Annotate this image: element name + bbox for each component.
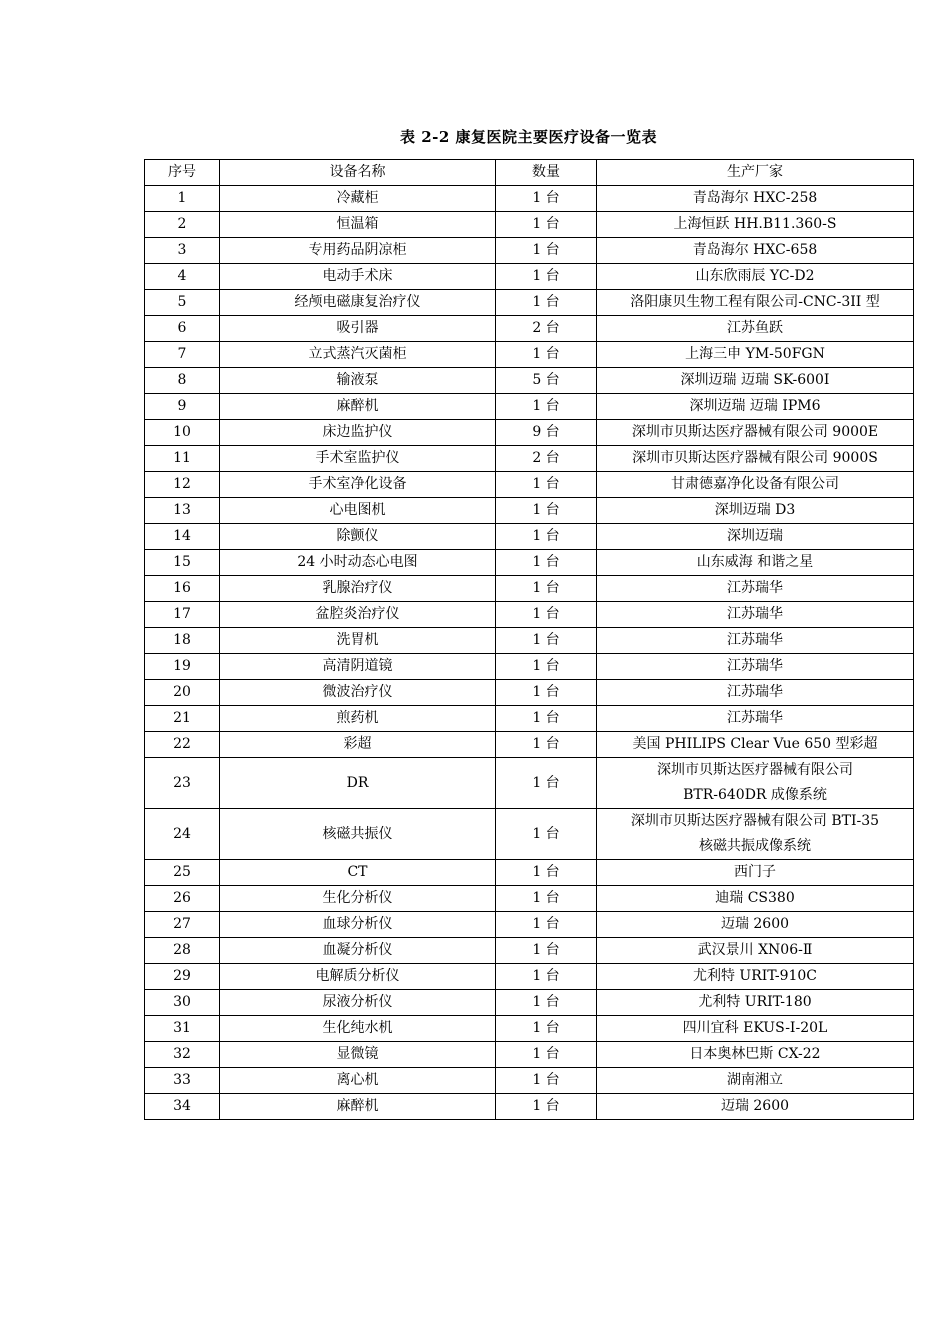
cell-manufacturer: 江苏瑞华 [597, 602, 914, 628]
cell-serial-no: 8 [145, 368, 220, 394]
cell-serial-no: 20 [145, 680, 220, 706]
cell-serial-no: 6 [145, 316, 220, 342]
table-row [145, 394, 914, 420]
table-row [145, 1042, 914, 1068]
cell-serial-no: 25 [145, 860, 220, 886]
table-row [145, 212, 914, 238]
cell-quantity: 1 台 [496, 732, 597, 758]
cell-serial-no: 21 [145, 706, 220, 732]
cell-equipment-name: 手术室监护仪 [220, 446, 496, 472]
cell-quantity: 9 台 [496, 420, 597, 446]
cell-quantity: 1 台 [496, 628, 597, 654]
cell-manufacturer: 青岛海尔 HXC-258 [597, 186, 914, 212]
cell-manufacturer: 美国 PHILIPS Clear Vue 650 型彩超 [597, 732, 914, 758]
cell-manufacturer: 深圳迈瑞 迈瑞 SK-600I [597, 368, 914, 394]
cell-manufacturer: 迈瑞 2600 [597, 1094, 914, 1120]
header-serial-no: 序号 [145, 160, 220, 186]
cell-serial-no: 5 [145, 290, 220, 316]
cell-quantity: 1 台 [496, 576, 597, 602]
cell-serial-no: 22 [145, 732, 220, 758]
cell-manufacturer: 江苏瑞华 [597, 654, 914, 680]
cell-equipment-name: 专用药品阴凉柜 [220, 238, 496, 264]
cell-quantity: 1 台 [496, 990, 597, 1016]
table-row [145, 809, 914, 860]
table-row [145, 964, 914, 990]
cell-quantity: 1 台 [496, 758, 597, 809]
cell-serial-no: 9 [145, 394, 220, 420]
cell-equipment-name: 微波治疗仪 [220, 680, 496, 706]
cell-quantity: 1 台 [496, 524, 597, 550]
cell-manufacturer [597, 758, 914, 809]
table-row [145, 602, 914, 628]
table-row [145, 420, 914, 446]
cell-manufacturer: 山东威海 和谐之星 [597, 550, 914, 576]
table-row [145, 446, 914, 472]
cell-quantity: 1 台 [496, 550, 597, 576]
cell-quantity: 1 台 [496, 809, 597, 860]
cell-equipment-name: 彩超 [220, 732, 496, 758]
table-row [145, 654, 914, 680]
cell-serial-no: 34 [145, 1094, 220, 1120]
cell-quantity: 1 台 [496, 680, 597, 706]
cell-serial-no: 16 [145, 576, 220, 602]
cell-quantity: 1 台 [496, 264, 597, 290]
table-row [145, 860, 914, 886]
table-row [145, 524, 914, 550]
cell-equipment-name: 麻醉机 [220, 1094, 496, 1120]
cell-quantity: 1 台 [496, 886, 597, 912]
cell-manufacturer: 日本奥林巴斯 CX-22 [597, 1042, 914, 1068]
table-row [145, 706, 914, 732]
cell-serial-no: 19 [145, 654, 220, 680]
cell-quantity: 1 台 [496, 212, 597, 238]
table-row [145, 1094, 914, 1120]
table-row [145, 628, 914, 654]
cell-quantity: 5 台 [496, 368, 597, 394]
cell-serial-no: 10 [145, 420, 220, 446]
cell-equipment-name: 洗胃机 [220, 628, 496, 654]
cell-manufacturer: 四川宜科 EKUS-I-20L [597, 1016, 914, 1042]
cell-equipment-name: 高清阴道镜 [220, 654, 496, 680]
cell-serial-no: 27 [145, 912, 220, 938]
cell-equipment-name: 心电图机 [220, 498, 496, 524]
cell-manufacturer: 湖南湘立 [597, 1068, 914, 1094]
table-row [145, 990, 914, 1016]
cell-quantity: 1 台 [496, 498, 597, 524]
header-equipment-name: 设备名称 [220, 160, 496, 186]
cell-equipment-name: 麻醉机 [220, 394, 496, 420]
cell-serial-no: 30 [145, 990, 220, 1016]
cell-manufacturer: 江苏瑞华 [597, 628, 914, 654]
cell-manufacturer: 西门子 [597, 860, 914, 886]
cell-serial-no: 26 [145, 886, 220, 912]
cell-serial-no: 7 [145, 342, 220, 368]
cell-quantity: 1 台 [496, 1016, 597, 1042]
cell-manufacturer: 江苏瑞华 [597, 706, 914, 732]
manufacturer-line-2: 核磁共振成像系统 [699, 838, 811, 854]
manufacturer-line-1: 深圳市贝斯达医疗器械有限公司 [657, 762, 853, 778]
cell-serial-no: 14 [145, 524, 220, 550]
table-row [145, 498, 914, 524]
table-body [145, 186, 914, 1120]
cell-equipment-name: 生化纯水机 [220, 1016, 496, 1042]
cell-equipment-name: 手术室净化设备 [220, 472, 496, 498]
cell-equipment-name: 床边监护仪 [220, 420, 496, 446]
cell-quantity: 1 台 [496, 938, 597, 964]
table-caption: 表 2-2 康复医院主要医疗设备一览表 [399, 128, 658, 146]
cell-equipment-name: 输液泵 [220, 368, 496, 394]
cell-serial-no: 32 [145, 1042, 220, 1068]
cell-manufacturer: 深圳迈瑞 D3 [597, 498, 914, 524]
cell-manufacturer: 迈瑞 2600 [597, 912, 914, 938]
table-row [145, 938, 914, 964]
cell-quantity: 1 台 [496, 602, 597, 628]
cell-quantity: 1 台 [496, 1068, 597, 1094]
cell-manufacturer: 深圳市贝斯达医疗器械有限公司 9000E [597, 420, 914, 446]
cell-serial-no: 15 [145, 550, 220, 576]
cell-equipment-name: 经颅电磁康复治疗仪 [220, 290, 496, 316]
cell-equipment-name: 盆腔炎治疗仪 [220, 602, 496, 628]
cell-equipment-name: 乳腺治疗仪 [220, 576, 496, 602]
cell-manufacturer: 深圳迈瑞 迈瑞 IPM6 [597, 394, 914, 420]
cell-manufacturer [597, 809, 914, 860]
cell-quantity: 1 台 [496, 342, 597, 368]
table-row [145, 342, 914, 368]
cell-quantity: 1 台 [496, 964, 597, 990]
table-row [145, 758, 914, 809]
cell-manufacturer: 上海三申 YM-50FGN [597, 342, 914, 368]
cell-quantity: 1 台 [496, 1094, 597, 1120]
cell-equipment-name: 吸引器 [220, 316, 496, 342]
cell-serial-no: 23 [145, 758, 220, 809]
cell-serial-no: 3 [145, 238, 220, 264]
header-quantity: 数量 [496, 160, 597, 186]
table-row [145, 238, 914, 264]
cell-manufacturer: 深圳迈瑞 [597, 524, 914, 550]
cell-equipment-name: CT [220, 860, 496, 886]
cell-equipment-name: 离心机 [220, 1068, 496, 1094]
table-row [145, 680, 914, 706]
table-row [145, 886, 914, 912]
table-row [145, 264, 914, 290]
cell-serial-no: 11 [145, 446, 220, 472]
cell-serial-no: 12 [145, 472, 220, 498]
table-row [145, 472, 914, 498]
cell-equipment-name: 24 小时动态心电图 [220, 550, 496, 576]
cell-quantity: 1 台 [496, 860, 597, 886]
table-row [145, 1016, 914, 1042]
table-row [145, 550, 914, 576]
cell-quantity: 2 台 [496, 316, 597, 342]
table-row [145, 186, 914, 212]
cell-equipment-name: 冷藏柜 [220, 186, 496, 212]
cell-quantity: 1 台 [496, 1042, 597, 1068]
cell-equipment-name: DR [220, 758, 496, 809]
cell-quantity: 1 台 [496, 472, 597, 498]
cell-equipment-name: 电动手术床 [220, 264, 496, 290]
cell-manufacturer: 江苏鱼跃 [597, 316, 914, 342]
cell-serial-no: 2 [145, 212, 220, 238]
table-header-row [145, 160, 914, 186]
table-row [145, 316, 914, 342]
cell-serial-no: 31 [145, 1016, 220, 1042]
cell-equipment-name: 恒温箱 [220, 212, 496, 238]
manufacturer-line-1: 深圳市贝斯达医疗器械有限公司 BTI-35 [630, 813, 880, 829]
cell-serial-no: 13 [145, 498, 220, 524]
table-row [145, 732, 914, 758]
cell-serial-no: 17 [145, 602, 220, 628]
cell-equipment-name: 血球分析仪 [220, 912, 496, 938]
cell-equipment-name: 尿液分析仪 [220, 990, 496, 1016]
cell-manufacturer: 武汉景川 XN06-Ⅱ [597, 938, 914, 964]
cell-serial-no: 33 [145, 1068, 220, 1094]
cell-manufacturer: 江苏瑞华 [597, 680, 914, 706]
cell-quantity: 1 台 [496, 654, 597, 680]
cell-equipment-name: 显微镜 [220, 1042, 496, 1068]
table-row [145, 912, 914, 938]
header-manufacturer: 生产厂家 [597, 160, 914, 186]
cell-manufacturer: 洛阳康贝生物工程有限公司-CNC-3II 型 [597, 290, 914, 316]
manufacturer-line-2: BTR-640DR 成像系统 [683, 787, 827, 803]
cell-quantity: 1 台 [496, 186, 597, 212]
cell-equipment-name: 血凝分析仪 [220, 938, 496, 964]
cell-quantity: 1 台 [496, 290, 597, 316]
cell-manufacturer: 甘肃德嘉净化设备有限公司 [597, 472, 914, 498]
table-row [145, 576, 914, 602]
cell-quantity: 2 台 [496, 446, 597, 472]
cell-manufacturer: 深圳市贝斯达医疗器械有限公司 9000S [597, 446, 914, 472]
cell-equipment-name: 核磁共振仪 [220, 809, 496, 860]
cell-manufacturer: 尤利特 URIT-910C [597, 964, 914, 990]
cell-quantity: 1 台 [496, 394, 597, 420]
cell-equipment-name: 煎药机 [220, 706, 496, 732]
cell-serial-no: 1 [145, 186, 220, 212]
cell-quantity: 1 台 [496, 238, 597, 264]
cell-quantity: 1 台 [496, 912, 597, 938]
cell-equipment-name: 生化分析仪 [220, 886, 496, 912]
cell-serial-no: 28 [145, 938, 220, 964]
cell-serial-no: 29 [145, 964, 220, 990]
equipment-table [144, 159, 914, 1120]
cell-manufacturer: 山东欣雨辰 YC-D2 [597, 264, 914, 290]
cell-manufacturer: 迪瑞 CS380 [597, 886, 914, 912]
cell-equipment-name: 除颤仪 [220, 524, 496, 550]
table-row [145, 1068, 914, 1094]
cell-equipment-name: 立式蒸汽灭菌柜 [220, 342, 496, 368]
cell-quantity: 1 台 [496, 706, 597, 732]
cell-serial-no: 18 [145, 628, 220, 654]
cell-serial-no: 24 [145, 809, 220, 860]
table-row [145, 290, 914, 316]
cell-manufacturer: 江苏瑞华 [597, 576, 914, 602]
cell-equipment-name: 电解质分析仪 [220, 964, 496, 990]
cell-manufacturer: 青岛海尔 HXC-658 [597, 238, 914, 264]
cell-manufacturer: 尤利特 URIT-180 [597, 990, 914, 1016]
table-row [145, 368, 914, 394]
cell-manufacturer: 上海恒跃 HH.B11.360-S [597, 212, 914, 238]
cell-serial-no: 4 [145, 264, 220, 290]
